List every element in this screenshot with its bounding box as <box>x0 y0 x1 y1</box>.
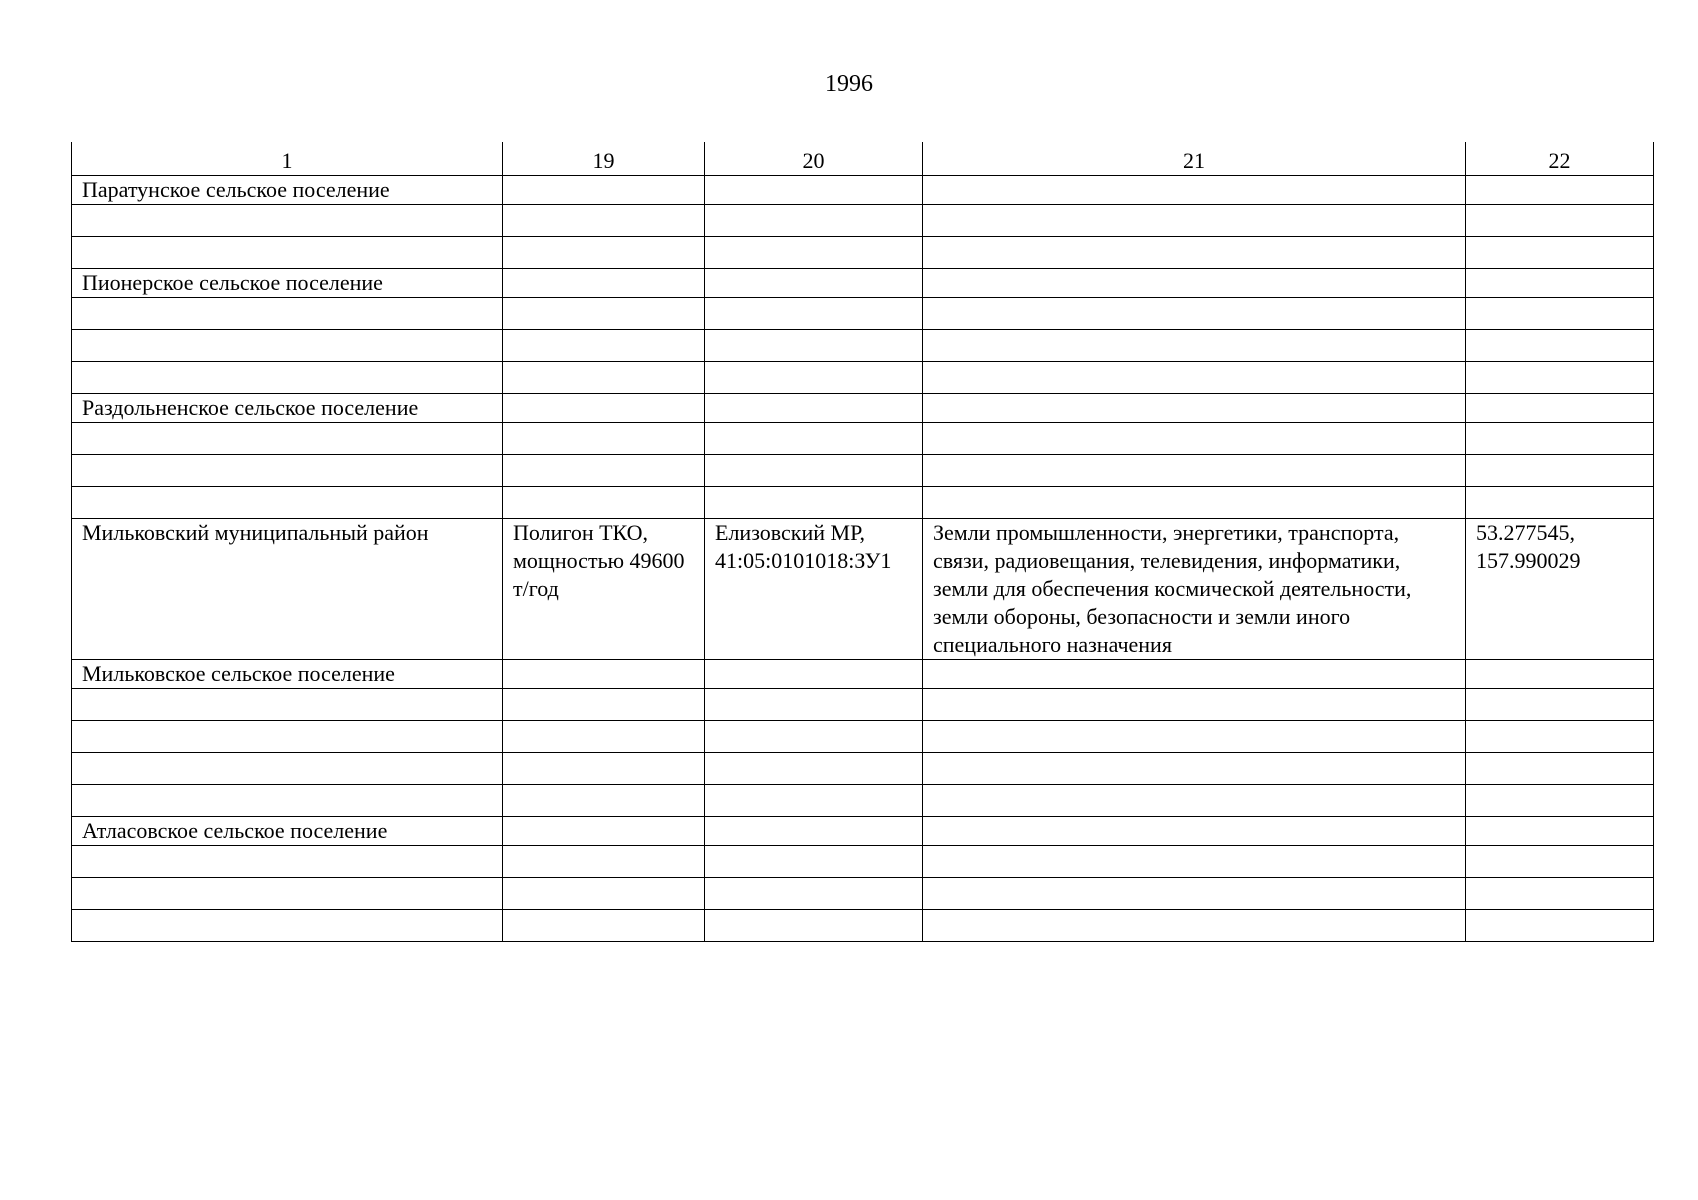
table-cell <box>705 845 923 877</box>
table-cell <box>1466 486 1654 518</box>
table-cell <box>705 518 923 659</box>
data-table <box>71 142 1654 942</box>
table-cell <box>72 784 503 816</box>
table-cell <box>503 720 705 752</box>
table-cell <box>1466 752 1654 784</box>
column-header: 22 <box>1466 142 1654 175</box>
table-row <box>72 659 1654 688</box>
cell-text: Пионерское сельское поселение <box>82 269 383 295</box>
table-cell <box>923 329 1466 361</box>
table-cell <box>923 393 1466 422</box>
table-cell <box>72 236 503 268</box>
table-row <box>72 816 1654 845</box>
table-cell <box>923 268 1466 297</box>
table-cell <box>705 236 923 268</box>
table-cell <box>705 361 923 393</box>
table-cell <box>503 659 705 688</box>
table-cell <box>1466 393 1654 422</box>
column-header: 19 <box>503 142 705 175</box>
table-cell <box>72 393 503 422</box>
table-cell <box>72 659 503 688</box>
table-cell <box>1466 236 1654 268</box>
table-cell <box>72 454 503 486</box>
table-cell <box>1466 659 1654 688</box>
table-row <box>72 454 1654 486</box>
table-cell <box>923 518 1466 659</box>
table-cell <box>923 688 1466 720</box>
table-cell <box>705 659 923 688</box>
table-row <box>72 236 1654 268</box>
table-cell <box>1466 688 1654 720</box>
table-cell <box>72 297 503 329</box>
table-cell <box>503 877 705 909</box>
table-cell <box>1466 784 1654 816</box>
table-cell <box>72 518 503 659</box>
table-cell <box>72 175 503 204</box>
table-cell <box>923 422 1466 454</box>
table-cell <box>503 236 705 268</box>
table-cell <box>72 329 503 361</box>
table-row <box>72 297 1654 329</box>
table-cell <box>1466 175 1654 204</box>
table-row <box>72 204 1654 236</box>
table-cell <box>72 877 503 909</box>
table-cell <box>923 297 1466 329</box>
cell-text: Елизовский МР, 41:05:0101018:ЗУ1 <box>715 519 892 573</box>
cell-text: Паратунское сельское поселение <box>82 176 390 202</box>
table-row <box>72 518 1654 659</box>
table-cell <box>1466 329 1654 361</box>
table-cell <box>705 422 923 454</box>
table-cell <box>705 720 923 752</box>
table-cell <box>1466 720 1654 752</box>
table-cell <box>923 486 1466 518</box>
table-cell <box>923 454 1466 486</box>
table-cell <box>1466 204 1654 236</box>
table-row <box>72 909 1654 941</box>
table-cell <box>705 175 923 204</box>
table-cell <box>923 659 1466 688</box>
table-cell <box>72 845 503 877</box>
table-cell <box>923 175 1466 204</box>
header-row <box>72 142 1654 175</box>
cell-text: Раздольненское сельское поселение <box>82 394 419 420</box>
column-header: 21 <box>923 142 1466 175</box>
table-cell <box>503 297 705 329</box>
table-cell <box>503 393 705 422</box>
table-row <box>72 361 1654 393</box>
table-cell <box>923 784 1466 816</box>
table-cell <box>923 204 1466 236</box>
table-cell <box>1466 816 1654 845</box>
table-cell <box>503 688 705 720</box>
table-cell <box>72 909 503 941</box>
table-cell <box>72 422 503 454</box>
table-cell <box>1466 361 1654 393</box>
table-row <box>72 329 1654 361</box>
table-header <box>72 142 1654 175</box>
table-row <box>72 877 1654 909</box>
table-cell <box>923 236 1466 268</box>
table-cell <box>503 909 705 941</box>
cell-text: 53.277545, 157.990029 <box>1476 519 1581 573</box>
table-cell <box>1466 877 1654 909</box>
table-cell <box>705 486 923 518</box>
column-header: 20 <box>705 142 923 175</box>
page-number: 1996 <box>825 71 873 97</box>
table-cell <box>72 268 503 297</box>
table-cell <box>503 422 705 454</box>
table-cell <box>705 752 923 784</box>
table-cell <box>1466 268 1654 297</box>
table-cell <box>72 361 503 393</box>
table-cell <box>503 361 705 393</box>
table-cell <box>923 816 1466 845</box>
table-cell <box>1466 909 1654 941</box>
table-cell <box>705 329 923 361</box>
table-cell <box>923 752 1466 784</box>
table-cell <box>503 845 705 877</box>
cell-text: Атласовское сельское поселение <box>82 817 388 843</box>
table-cell <box>503 486 705 518</box>
table-body <box>72 175 1654 941</box>
table-cell <box>503 816 705 845</box>
table-cell <box>503 175 705 204</box>
table-cell <box>705 816 923 845</box>
cell-text: Мильковский муниципальный район <box>82 519 429 545</box>
table-cell <box>503 518 705 659</box>
table-cell <box>1466 422 1654 454</box>
table-row <box>72 268 1654 297</box>
cell-text: Мильковское сельское поселение <box>82 660 395 686</box>
table-cell <box>923 909 1466 941</box>
table-row <box>72 784 1654 816</box>
table-cell <box>503 268 705 297</box>
table-cell <box>705 784 923 816</box>
table-row <box>72 422 1654 454</box>
table-cell <box>705 297 923 329</box>
table-cell <box>72 486 503 518</box>
table-cell <box>503 784 705 816</box>
table-cell <box>705 877 923 909</box>
table-cell <box>72 204 503 236</box>
cell-text: Земли промышленности, энергетики, транспорта, связи, радиовещания, телевидения, информатики, земли для обеспечения космической деятельности, земли обороны, безопасности и земли иного специального назначения <box>933 519 1412 657</box>
cell-text: Полигон ТКО, мощностью 49600 т/год <box>513 519 685 601</box>
table-cell <box>503 454 705 486</box>
table-cell <box>705 204 923 236</box>
table-cell <box>1466 297 1654 329</box>
table-cell <box>705 393 923 422</box>
table-cell <box>72 688 503 720</box>
table-cell <box>705 454 923 486</box>
table-row <box>72 393 1654 422</box>
table-row <box>72 752 1654 784</box>
table-cell <box>503 204 705 236</box>
column-header: 1 <box>72 142 503 175</box>
table-cell <box>923 877 1466 909</box>
table-cell <box>705 268 923 297</box>
table-cell <box>1466 845 1654 877</box>
table-cell <box>503 329 705 361</box>
table-cell <box>705 688 923 720</box>
table-cell <box>1466 454 1654 486</box>
table-row <box>72 486 1654 518</box>
table-cell <box>923 361 1466 393</box>
table-cell <box>503 752 705 784</box>
table-row <box>72 688 1654 720</box>
table-cell <box>923 845 1466 877</box>
table-cell <box>705 909 923 941</box>
table-row <box>72 175 1654 204</box>
table-cell <box>923 720 1466 752</box>
table-cell <box>72 752 503 784</box>
table-row <box>72 720 1654 752</box>
table-cell <box>72 816 503 845</box>
table-cell <box>72 720 503 752</box>
table-cell <box>1466 518 1654 659</box>
table-row <box>72 845 1654 877</box>
